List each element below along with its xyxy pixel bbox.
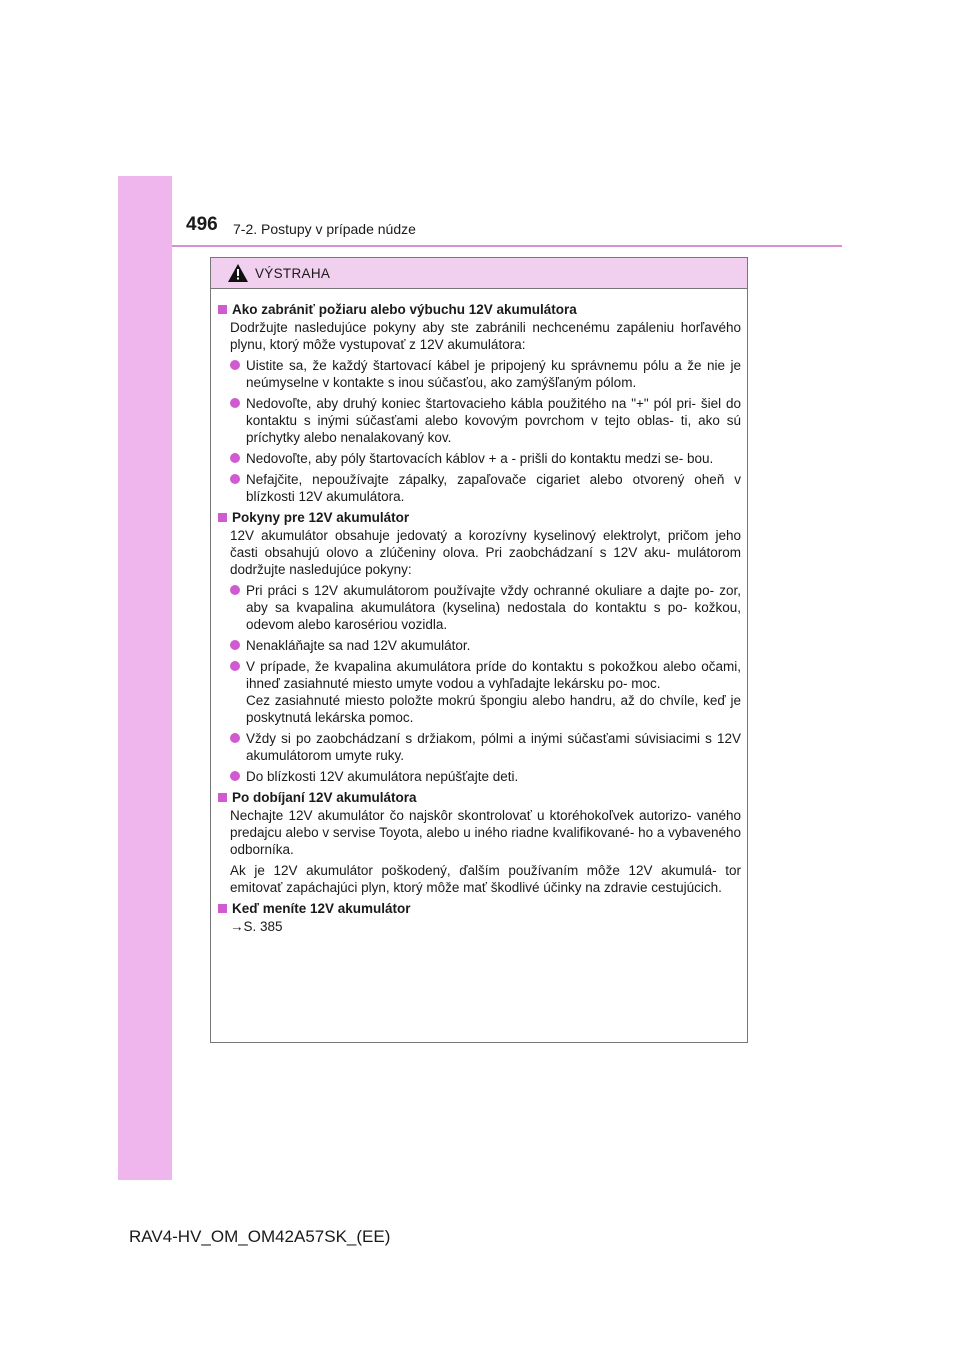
section-heading xyxy=(217,900,741,917)
circle-bullet-icon xyxy=(230,771,240,781)
circle-bullet-icon xyxy=(230,640,240,650)
bullet-text: Uistite sa, že každý štartovací kábel je pripojený ku správnemu pólu a že nie je neúmyselne v kontakte s inou súčasťou, ako zamýšľaným pólom. xyxy=(246,358,741,390)
warning-triangle-icon xyxy=(228,264,248,282)
circle-bullet-icon xyxy=(230,585,240,595)
bullet-item xyxy=(230,730,741,764)
bullet-text: Nedovoľte, aby druhý koniec štartovacieho kábla použitého na "+" pól pri- šiel do kontaktu s inými súčasťami alebo kovovým povrchom v tejto oblas- ti, ako sú príchytky alebo nenalakovaný kov. xyxy=(246,396,741,445)
circle-bullet-icon xyxy=(230,360,240,370)
warning-header xyxy=(211,258,747,289)
bullet-text: Vždy si po zaobchádzaní s držiakom, pólmi a inými súčasťami súvisiacimi s 12V akumulátorom umyte ruky. xyxy=(246,731,741,763)
header-divider xyxy=(172,245,842,247)
manual-code: RAV4-HV_OM_OM42A57SK_(EE) xyxy=(129,1227,391,1246)
bullet-text: Nefajčite, nepoužívajte zápalky, zapaľovače cigariet alebo otvorený oheň v blízkosti 12V akumulátora. xyxy=(246,472,741,504)
bullet-text: V prípade, že kvapalina akumulátora príde do kontaktu s pokožkou alebo očami, ihneď zasiahnuté miesto umyte vodou a vyhľadajte lekársku po- moc. xyxy=(246,659,741,691)
circle-bullet-icon xyxy=(230,453,240,463)
warning-box xyxy=(210,257,748,1043)
chapter-sidebar xyxy=(118,176,172,1180)
bullet-item xyxy=(230,471,741,505)
bullet-text: Do blízkosti 12V akumulátora nepúšťajte deti. xyxy=(246,769,519,784)
bullet-item xyxy=(230,637,741,654)
section-heading-text: Po dobíjaní 12V akumulátora xyxy=(232,790,417,805)
bullet-text: Nedovoľte, aby póly štartovacích káblov + a - prišli do kontaktu medzi se- bou. xyxy=(246,451,714,466)
warning-section xyxy=(217,301,741,505)
warning-body xyxy=(211,289,747,935)
section-heading xyxy=(217,301,741,318)
circle-bullet-icon xyxy=(230,474,240,484)
section-heading-text: Keď meníte 12V akumulátor xyxy=(232,901,411,916)
section-paragraph: →S. 385 xyxy=(230,919,283,934)
section-heading xyxy=(217,789,741,806)
warning-title: VÝSTRAHA xyxy=(255,266,331,281)
warning-section xyxy=(217,509,741,785)
bullet-text: Cez zasiahnuté miesto položte mokrú špongiu alebo handru, až do chvíle, keď je poskytnutá lekárska pomoc. xyxy=(246,693,741,725)
bullet-text: Pri práci s 12V akumulátorom používajte vždy ochranné okuliare a dajte po- zor, aby sa kvapalina akumulátora (kyselina) nedostala do kontaktu s po- kožkou, odevom alebo karosériou vozidla. xyxy=(246,583,741,632)
section-paragraph: Nechajte 12V akumulátor čo najskôr skontrolovať u ktoréhokoľvek autorizo- vaného predajcu alebo v servise Toyota, alebo u iného riadne kvalifikované- ho a vybaveného odborníka. xyxy=(230,808,741,857)
section-heading xyxy=(217,509,741,526)
section-paragraph: Ak je 12V akumulátor poškodený, ďalším používaním môže 12V akumulá- tor emitovať zapáchajúci plyn, ktorý môže mať škodlivé účinky na zdravie cestujúcich. xyxy=(230,863,741,895)
bullet-item xyxy=(230,357,741,391)
circle-bullet-icon xyxy=(230,661,240,671)
circle-bullet-icon xyxy=(230,398,240,408)
bullet-text: Nenakláňajte sa nad 12V akumulátor. xyxy=(246,638,471,653)
section-paragraph: 12V akumulátor obsahuje jedovatý a korozívny kyselinový elektrolyt, pričom jeho časti obsahujú olovo a zlúčeniny olova. Pri zaobchádzaní s 12V aku- mulátorom dodržujte nasledujúce pokyny: xyxy=(230,528,741,577)
circle-bullet-icon xyxy=(230,733,240,743)
warning-section xyxy=(217,900,741,935)
bullet-item xyxy=(230,450,741,467)
square-bullet-icon xyxy=(218,793,227,802)
section-heading-text: Pokyny pre 12V akumulátor xyxy=(232,510,410,525)
bullet-item xyxy=(230,768,741,785)
square-bullet-icon xyxy=(218,305,227,314)
bullet-item xyxy=(230,658,741,726)
square-bullet-icon xyxy=(218,904,227,913)
bullet-item xyxy=(230,395,741,446)
section-title: 7-2. Postupy v prípade núdze xyxy=(233,221,416,237)
square-bullet-icon xyxy=(218,513,227,522)
section-heading-text: Ako zabrániť požiaru alebo výbuchu 12V akumulátora xyxy=(232,302,577,317)
page-number: 496 xyxy=(186,214,218,235)
section-paragraph: Dodržujte nasledujúce pokyny aby ste zabránili nechcenému zapáleniu horľavého plynu, ktorý môže vystupovať z 12V akumulátora: xyxy=(230,320,741,352)
warning-section xyxy=(217,789,741,896)
bullet-item xyxy=(230,582,741,633)
